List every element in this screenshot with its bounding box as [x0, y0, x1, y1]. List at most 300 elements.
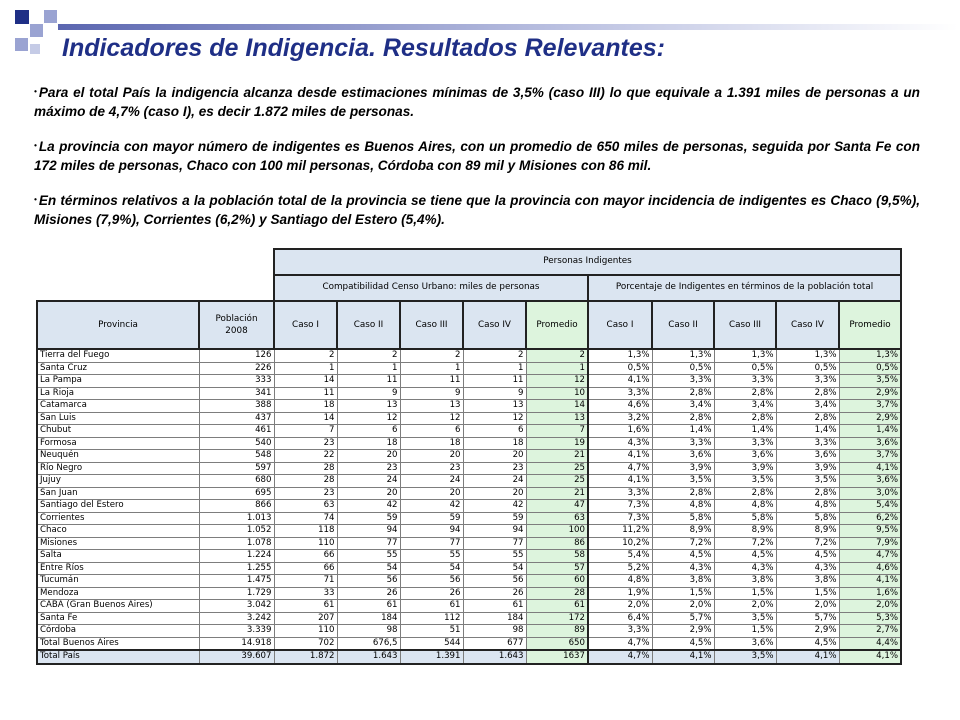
value-cell: 544 [400, 637, 463, 650]
value-cell: 54 [463, 562, 526, 575]
value-cell: 26 [463, 587, 526, 600]
value-cell: 66 [274, 550, 337, 563]
value-cell: 7,2% [652, 537, 714, 550]
value-cell: 4,5% [714, 550, 776, 563]
value-cell: 2,8% [714, 387, 776, 400]
value-cell: 333 [199, 375, 274, 388]
table-row [37, 400, 901, 413]
value-cell: 5,7% [776, 612, 839, 625]
value-cell: 11 [400, 375, 463, 388]
value-cell: 57 [526, 562, 588, 575]
value-cell: 1.643 [463, 650, 526, 664]
column-header: Caso III [400, 301, 463, 349]
value-cell: 3,3% [776, 375, 839, 388]
value-cell: 13 [526, 412, 588, 425]
province-cell: Santa Fe [37, 612, 199, 625]
value-cell: 4,5% [776, 637, 839, 650]
province-cell: La Rioja [37, 387, 199, 400]
value-cell: 126 [199, 349, 274, 362]
value-cell: 20 [400, 487, 463, 500]
value-cell: 9,5% [839, 525, 901, 538]
column-header: Caso IV [463, 301, 526, 349]
table-row [37, 525, 901, 538]
value-cell: 1,3% [839, 349, 901, 362]
value-cell: 118 [274, 525, 337, 538]
value-cell: 3,6% [714, 450, 776, 463]
value-cell: 4,5% [776, 550, 839, 563]
province-cell: Catamarca [37, 400, 199, 413]
value-cell: 676,5 [337, 637, 400, 650]
bullet-list [34, 82, 920, 229]
value-cell: 3,5% [714, 650, 776, 664]
value-cell: 7 [526, 425, 588, 438]
value-cell: 71 [274, 575, 337, 588]
value-cell: 9 [337, 387, 400, 400]
value-cell: 3,5% [839, 375, 901, 388]
value-cell: 8,9% [714, 525, 776, 538]
table-row [37, 575, 901, 588]
value-cell: 33 [274, 587, 337, 600]
value-cell: 341 [199, 387, 274, 400]
value-cell: 55 [400, 550, 463, 563]
value-cell: 0,5% [588, 362, 652, 375]
value-cell: 1,3% [588, 349, 652, 362]
value-cell: 20 [337, 450, 400, 463]
value-cell: 3,3% [714, 375, 776, 388]
table-total-row [37, 650, 901, 664]
value-cell: 184 [463, 612, 526, 625]
value-cell: 51 [400, 625, 463, 638]
value-cell: 5,8% [714, 512, 776, 525]
value-cell: 1 [400, 362, 463, 375]
column-header: Caso II [652, 301, 714, 349]
value-cell: 6,4% [588, 612, 652, 625]
value-cell: 14 [274, 375, 337, 388]
value-cell: 0,5% [652, 362, 714, 375]
value-cell: 3,3% [776, 437, 839, 450]
value-cell: 4,1% [839, 462, 901, 475]
table-row [37, 537, 901, 550]
value-cell: 2 [400, 349, 463, 362]
province-cell: Total Buenos Aires [37, 637, 199, 650]
bullet-icon: • [34, 141, 37, 150]
value-cell: 2,8% [652, 487, 714, 500]
group-header-miles: Compatibilidad Censo Urbano: miles de personas [274, 275, 588, 301]
value-cell: 3,5% [652, 475, 714, 488]
value-cell: 12 [463, 412, 526, 425]
value-cell: 4,5% [652, 637, 714, 650]
value-cell: 2,7% [839, 625, 901, 638]
value-cell: 680 [199, 475, 274, 488]
blank-cell [37, 249, 274, 275]
table-row [37, 450, 901, 463]
value-cell: 4,7% [588, 650, 652, 664]
value-cell: 4,8% [652, 500, 714, 513]
value-cell: 2,0% [588, 600, 652, 613]
deco-gradient-bar [58, 24, 958, 30]
value-cell: 8,9% [776, 525, 839, 538]
value-cell: 3,3% [652, 375, 714, 388]
value-cell: 4,5% [652, 550, 714, 563]
table-row [37, 362, 901, 375]
value-cell: 25 [526, 475, 588, 488]
value-cell: 20 [337, 487, 400, 500]
value-cell: 4,3% [652, 562, 714, 575]
table-row [37, 462, 901, 475]
value-cell: 1.643 [337, 650, 400, 664]
value-cell: 3,3% [652, 437, 714, 450]
value-cell: 42 [400, 500, 463, 513]
table-row [37, 625, 901, 638]
column-header: Promedio [526, 301, 588, 349]
province-cell: Misiones [37, 537, 199, 550]
value-cell: 5,3% [839, 612, 901, 625]
value-cell: 2,0% [839, 600, 901, 613]
value-cell: 12 [526, 375, 588, 388]
value-cell: 702 [274, 637, 337, 650]
value-cell: 60 [526, 575, 588, 588]
value-cell: 548 [199, 450, 274, 463]
value-cell: 59 [463, 512, 526, 525]
value-cell: 207 [274, 612, 337, 625]
value-cell: 63 [526, 512, 588, 525]
value-cell: 3,4% [776, 400, 839, 413]
column-header: Provincia [37, 301, 199, 349]
value-cell: 20 [400, 450, 463, 463]
value-cell: 18 [400, 437, 463, 450]
value-cell: 5,4% [839, 500, 901, 513]
value-cell: 110 [274, 625, 337, 638]
value-cell: 3,3% [714, 437, 776, 450]
value-cell: 4,1% [652, 650, 714, 664]
value-cell: 1,4% [714, 425, 776, 438]
value-cell: 3.042 [199, 600, 274, 613]
value-cell: 3,6% [714, 637, 776, 650]
value-cell: 98 [337, 625, 400, 638]
deco-square-light [15, 38, 28, 51]
table-row [37, 512, 901, 525]
value-cell: 24 [400, 475, 463, 488]
value-cell: 18 [337, 437, 400, 450]
value-cell: 18 [274, 400, 337, 413]
value-cell: 0,5% [714, 362, 776, 375]
value-cell: 42 [463, 500, 526, 513]
province-cell: Total País [37, 650, 199, 664]
value-cell: 184 [337, 612, 400, 625]
value-cell: 23 [274, 487, 337, 500]
value-cell: 3,8% [714, 575, 776, 588]
value-cell: 98 [463, 625, 526, 638]
bullet-item [34, 190, 920, 229]
province-cell: Formosa [37, 437, 199, 450]
value-cell: 1,4% [776, 425, 839, 438]
value-cell: 866 [199, 500, 274, 513]
value-cell: 7 [274, 425, 337, 438]
table-column-header-row [37, 301, 901, 349]
table-row [37, 349, 901, 362]
province-cell: San Luis [37, 412, 199, 425]
table-group-header-row [37, 275, 901, 301]
value-cell: 597 [199, 462, 274, 475]
value-cell: 94 [400, 525, 463, 538]
value-cell: 7,2% [714, 537, 776, 550]
value-cell: 1.391 [400, 650, 463, 664]
value-cell: 3,7% [839, 450, 901, 463]
value-cell: 4,3% [588, 437, 652, 450]
value-cell: 23 [274, 437, 337, 450]
table-row [37, 600, 901, 613]
value-cell: 55 [463, 550, 526, 563]
value-cell: 4,3% [714, 562, 776, 575]
bullet-text: La provincia con mayor número de indigentes es Buenos Aires, con un promedio de 650 miles de personas, seguida por Santa Fe con 172 miles de personas, Chaco con 100 mil personas, Córdoba con 89 mil y Misiones con 86 mil. [34, 139, 920, 173]
value-cell: 2,8% [652, 387, 714, 400]
blank-cell [37, 275, 274, 301]
value-cell: 4,1% [839, 575, 901, 588]
value-cell: 3,9% [714, 462, 776, 475]
value-cell: 89 [526, 625, 588, 638]
value-cell: 1,6% [839, 587, 901, 600]
table-row [37, 562, 901, 575]
value-cell: 21 [526, 450, 588, 463]
value-cell: 2 [463, 349, 526, 362]
value-cell: 24 [337, 475, 400, 488]
bullet-text: En términos relativos a la población total de la provincia se tiene que la provincia con mayor incidencia de indigentes es Chaco (9,5%), Misiones (7,9%), Corrientes (6,2%) y Santiago del Estero (5,4%). [34, 193, 920, 227]
value-cell: 1,3% [714, 349, 776, 362]
value-cell: 2,8% [714, 487, 776, 500]
value-cell: 2,9% [652, 625, 714, 638]
value-cell: 6 [337, 425, 400, 438]
value-cell: 1,4% [652, 425, 714, 438]
deco-square-light [44, 10, 57, 23]
value-cell: 3,8% [652, 575, 714, 588]
value-cell: 54 [400, 562, 463, 575]
value-cell: 5,8% [652, 512, 714, 525]
value-cell: 0,5% [839, 362, 901, 375]
value-cell: 3,5% [776, 475, 839, 488]
table-row [37, 612, 901, 625]
value-cell: 4,1% [839, 650, 901, 664]
value-cell: 86 [526, 537, 588, 550]
value-cell: 2,8% [776, 487, 839, 500]
value-cell: 2,8% [776, 387, 839, 400]
province-cell: San Juan [37, 487, 199, 500]
value-cell: 1 [526, 362, 588, 375]
column-header: Caso I [274, 301, 337, 349]
value-cell: 110 [274, 537, 337, 550]
value-cell: 4,3% [776, 562, 839, 575]
province-cell: Corrientes [37, 512, 199, 525]
value-cell: 19 [526, 437, 588, 450]
deco-square-light [30, 44, 40, 54]
value-cell: 1,3% [776, 349, 839, 362]
value-cell: 9 [463, 387, 526, 400]
value-cell: 2,8% [652, 412, 714, 425]
value-cell: 5,8% [776, 512, 839, 525]
value-cell: 3,5% [714, 475, 776, 488]
value-cell: 3,0% [839, 487, 901, 500]
value-cell: 3.242 [199, 612, 274, 625]
value-cell: 54 [337, 562, 400, 575]
value-cell: 1,5% [714, 587, 776, 600]
deco-square-dark [15, 10, 29, 24]
bullet-icon: • [34, 195, 37, 204]
value-cell: 14.918 [199, 637, 274, 650]
value-cell: 61 [463, 600, 526, 613]
province-cell: Río Negro [37, 462, 199, 475]
value-cell: 2,8% [714, 412, 776, 425]
value-cell: 3,6% [776, 450, 839, 463]
value-cell: 1,5% [714, 625, 776, 638]
value-cell: 66 [274, 562, 337, 575]
province-cell: Córdoba [37, 625, 199, 638]
value-cell: 11,2% [588, 525, 652, 538]
value-cell: 2 [526, 349, 588, 362]
value-cell: 4,7% [588, 462, 652, 475]
bullet-text: Para el total País la indigencia alcanza desde estimaciones mínimas de 3,5% (caso III) lo que equivale a 1.391 miles de personas a un máximo de 4,7% (caso I), es decir 1.872 miles de personas. [34, 85, 920, 119]
value-cell: 695 [199, 487, 274, 500]
value-cell: 39.607 [199, 650, 274, 664]
value-cell: 4,1% [588, 375, 652, 388]
value-cell: 1637 [526, 650, 588, 664]
value-cell: 61 [400, 600, 463, 613]
value-cell: 77 [463, 537, 526, 550]
value-cell: 7,2% [776, 537, 839, 550]
value-cell: 1.052 [199, 525, 274, 538]
column-header: Caso IV [776, 301, 839, 349]
value-cell: 1 [274, 362, 337, 375]
value-cell: 4,1% [588, 450, 652, 463]
value-cell: 10,2% [588, 537, 652, 550]
table-row [37, 487, 901, 500]
value-cell: 23 [400, 462, 463, 475]
value-cell: 55 [337, 550, 400, 563]
value-cell: 12 [337, 412, 400, 425]
value-cell: 47 [526, 500, 588, 513]
value-cell: 61 [526, 600, 588, 613]
value-cell: 2,8% [776, 412, 839, 425]
value-cell: 28 [274, 475, 337, 488]
province-cell: Tierra del Fuego [37, 349, 199, 362]
table-row [37, 425, 901, 438]
value-cell: 1,9% [588, 587, 652, 600]
column-header: Población 2008 [199, 301, 274, 349]
province-cell: La Pampa [37, 375, 199, 388]
value-cell: 3,6% [652, 450, 714, 463]
column-header: Promedio [839, 301, 901, 349]
value-cell: 11 [274, 387, 337, 400]
value-cell: 3,3% [588, 387, 652, 400]
page-title: Indicadores de Indigencia. Resultados Relevantes: [62, 34, 665, 62]
value-cell: 11 [337, 375, 400, 388]
column-header: Caso III [714, 301, 776, 349]
value-cell: 77 [337, 537, 400, 550]
value-cell: 1,6% [588, 425, 652, 438]
value-cell: 3,5% [714, 612, 776, 625]
province-cell: Jujuy [37, 475, 199, 488]
value-cell: 59 [400, 512, 463, 525]
table-row [37, 587, 901, 600]
value-cell: 12 [400, 412, 463, 425]
value-cell: 1 [463, 362, 526, 375]
value-cell: 5,2% [588, 562, 652, 575]
value-cell: 1,5% [652, 587, 714, 600]
province-cell: Chubut [37, 425, 199, 438]
value-cell: 3,7% [839, 400, 901, 413]
province-cell: Santa Cruz [37, 362, 199, 375]
column-header: Caso II [337, 301, 400, 349]
value-cell: 14 [274, 412, 337, 425]
value-cell: 56 [337, 575, 400, 588]
value-cell: 1.255 [199, 562, 274, 575]
value-cell: 3,9% [652, 462, 714, 475]
value-cell: 2,0% [652, 600, 714, 613]
value-cell: 2,9% [839, 387, 901, 400]
value-cell: 4,6% [588, 400, 652, 413]
value-cell: 5,4% [588, 550, 652, 563]
value-cell: 6 [463, 425, 526, 438]
province-cell: Neuquén [37, 450, 199, 463]
value-cell: 59 [337, 512, 400, 525]
province-cell: CABA (Gran Buenos Aires) [37, 600, 199, 613]
value-cell: 8,9% [652, 525, 714, 538]
value-cell: 0,5% [776, 362, 839, 375]
value-cell: 1,4% [839, 425, 901, 438]
table-top-header-row [37, 249, 901, 275]
indigence-table [36, 248, 902, 665]
table-row [37, 375, 901, 388]
value-cell: 4,4% [839, 637, 901, 650]
value-cell: 1 [337, 362, 400, 375]
province-cell: Entre Ríos [37, 562, 199, 575]
value-cell: 3,6% [839, 437, 901, 450]
value-cell: 23 [463, 462, 526, 475]
value-cell: 1.078 [199, 537, 274, 550]
province-cell: Chaco [37, 525, 199, 538]
value-cell: 77 [400, 537, 463, 550]
value-cell: 42 [337, 500, 400, 513]
table-row [37, 475, 901, 488]
value-cell: 4,7% [839, 550, 901, 563]
value-cell: 3,6% [839, 475, 901, 488]
group-header-porcentaje: Porcentaje de Indigentes en términos de la población total [588, 275, 901, 301]
table-row [37, 412, 901, 425]
value-cell: 94 [337, 525, 400, 538]
value-cell: 11 [463, 375, 526, 388]
value-cell: 28 [274, 462, 337, 475]
value-cell: 4,8% [776, 500, 839, 513]
value-cell: 24 [463, 475, 526, 488]
value-cell: 3,8% [776, 575, 839, 588]
value-cell: 58 [526, 550, 588, 563]
value-cell: 112 [400, 612, 463, 625]
value-cell: 2,0% [714, 600, 776, 613]
value-cell: 4,7% [588, 637, 652, 650]
value-cell: 650 [526, 637, 588, 650]
value-cell: 74 [274, 512, 337, 525]
table-row [37, 437, 901, 450]
value-cell: 172 [526, 612, 588, 625]
table-row [37, 387, 901, 400]
bullet-icon: • [34, 87, 37, 96]
province-cell: Mendoza [37, 587, 199, 600]
value-cell: 23 [337, 462, 400, 475]
value-cell: 3,3% [588, 487, 652, 500]
deco-square-light [30, 24, 43, 37]
value-cell: 2,9% [776, 625, 839, 638]
value-cell: 6,2% [839, 512, 901, 525]
value-cell: 1.475 [199, 575, 274, 588]
value-cell: 3,4% [652, 400, 714, 413]
